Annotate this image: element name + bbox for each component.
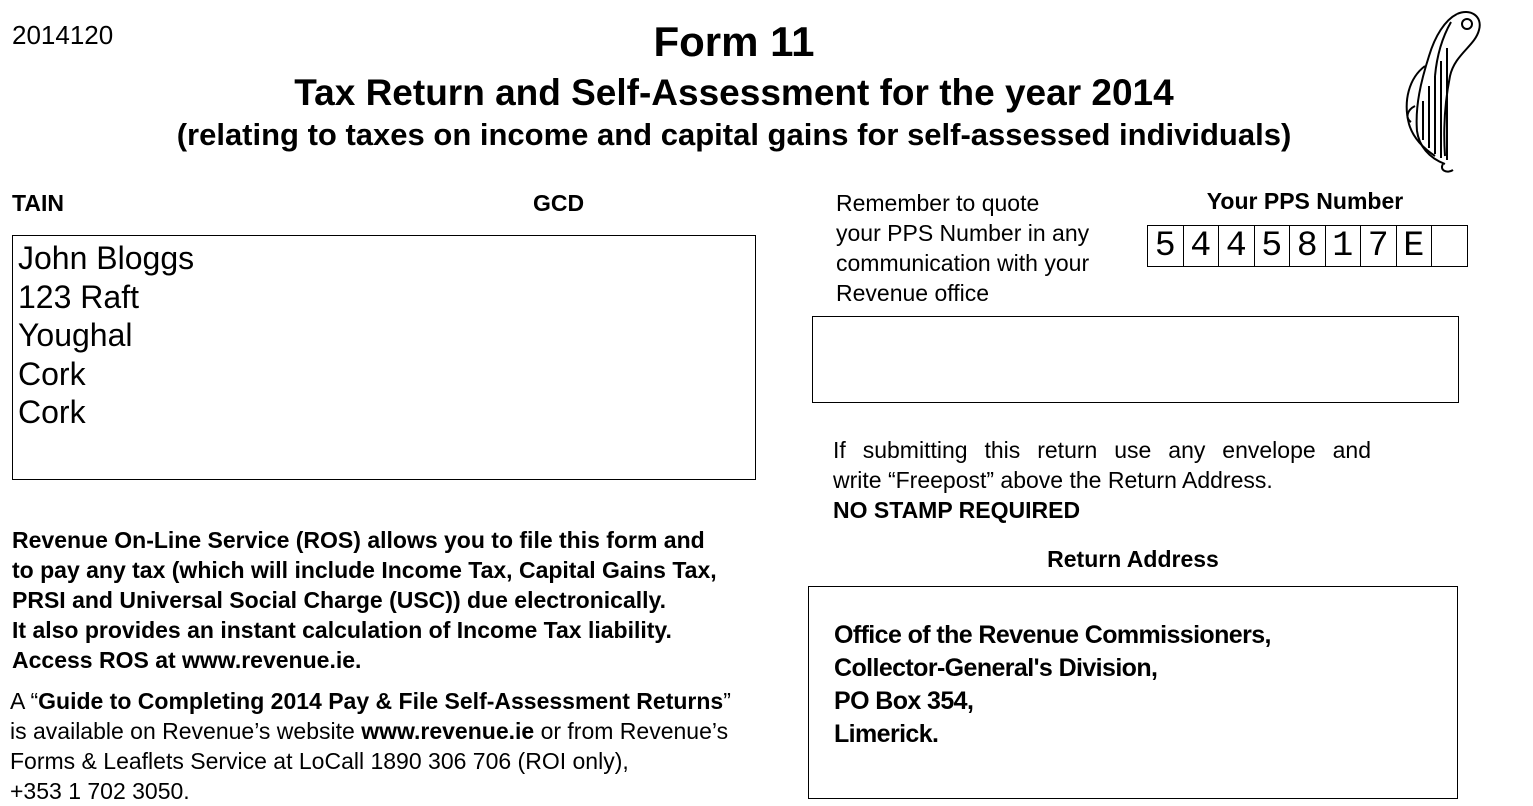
form-heading: Tax Return and Self-Assessment for the year 2014 <box>294 72 1174 113</box>
address-line: 123 Raft <box>18 278 139 315</box>
return-address-line: Limerick. <box>834 720 939 748</box>
pps-char-box[interactable]: 5 <box>1254 226 1290 266</box>
pps-char-box[interactable]: 4 <box>1218 226 1254 266</box>
freepost-instruction: If submitting this return use any envelope and <box>833 437 1371 463</box>
return-address-box <box>808 586 1458 799</box>
address-line: Cork <box>18 394 86 430</box>
guide-info <box>10 686 731 806</box>
pps-char-box[interactable]: 7 <box>1360 226 1396 266</box>
address-line: Cork <box>18 355 86 392</box>
guide-line-3: Forms & Leaflets Service at LoCall 1890 306 706 (ROI only), <box>10 748 629 774</box>
revenue-website-link[interactable]: www.revenue.ie <box>361 718 535 744</box>
reminder-line: your PPS Number in any <box>836 220 1090 246</box>
ros-info <box>12 525 717 675</box>
guide-line-2 <box>10 716 731 746</box>
guide-text: is available on Revenue’s website <box>10 718 362 744</box>
pps-char-box[interactable] <box>1431 226 1467 266</box>
return-address-line: Office of the Revenue Commissioners, <box>834 621 1271 649</box>
office-use-box <box>812 316 1459 403</box>
quote-close: ” <box>723 688 731 714</box>
tain-label: TAIN <box>12 190 64 216</box>
pps-char-box[interactable]: 5 <box>1154 226 1176 266</box>
guide-line-4: +353 1 702 3050. <box>10 778 190 804</box>
pps-number-title: Your PPS Number <box>1206 188 1404 214</box>
pps-number-field[interactable] <box>1147 225 1468 267</box>
return-address-line: Collector-General's Division, <box>834 654 1158 682</box>
form-subheading: (relating to taxes on income and capital gains for self-assessed individuals) <box>176 117 1292 152</box>
freepost-instruction-2: write “Freepost” above the Return Address. <box>833 467 1273 493</box>
pps-char-box[interactable]: 1 <box>1325 226 1361 266</box>
form-code: 2014120 <box>12 20 114 50</box>
ros-line: It also provides an instant calculation of Income Tax liability. <box>12 617 672 643</box>
pps-char-box[interactable]: 4 <box>1183 226 1219 266</box>
address-line: Youghal <box>18 317 133 353</box>
form-title: Form 11 <box>653 18 815 65</box>
no-stamp-notice: NO STAMP REQUIRED <box>833 497 1081 523</box>
ros-line: Revenue On-Line Service (ROS) allows you to file this form and <box>12 527 705 553</box>
pps-reminder-text <box>836 188 1089 308</box>
gcd-label: GCD <box>533 190 585 216</box>
reminder-line: Remember to quote <box>836 190 1040 216</box>
pps-char-box[interactable]: 8 <box>1289 226 1325 266</box>
ros-line: PRSI and Universal Social Charge (USC)) due electronically. <box>12 587 666 613</box>
taxpayer-address-box <box>12 235 756 480</box>
guide-text: or from Revenue’s <box>534 718 729 744</box>
reminder-line: communication with your <box>836 250 1090 276</box>
address-line: John Bloggs <box>18 240 195 276</box>
reminder-line: Revenue office <box>836 280 990 306</box>
pps-char-box[interactable]: E <box>1396 226 1432 266</box>
return-address-line: PO Box 354, <box>834 687 974 715</box>
quote-open: A “ <box>10 688 39 714</box>
harp-emblem-icon <box>1395 6 1485 176</box>
ros-line: Access ROS at www.revenue.ie. <box>12 647 362 673</box>
guide-title: Guide to Completing 2014 Pay & File Self-Assessment Returns <box>38 688 724 714</box>
ros-line: to pay any tax (which will include Income Tax, Capital Gains Tax, <box>12 557 717 583</box>
guide-line-1 <box>10 686 731 716</box>
return-address-title: Return Address <box>1047 546 1219 572</box>
